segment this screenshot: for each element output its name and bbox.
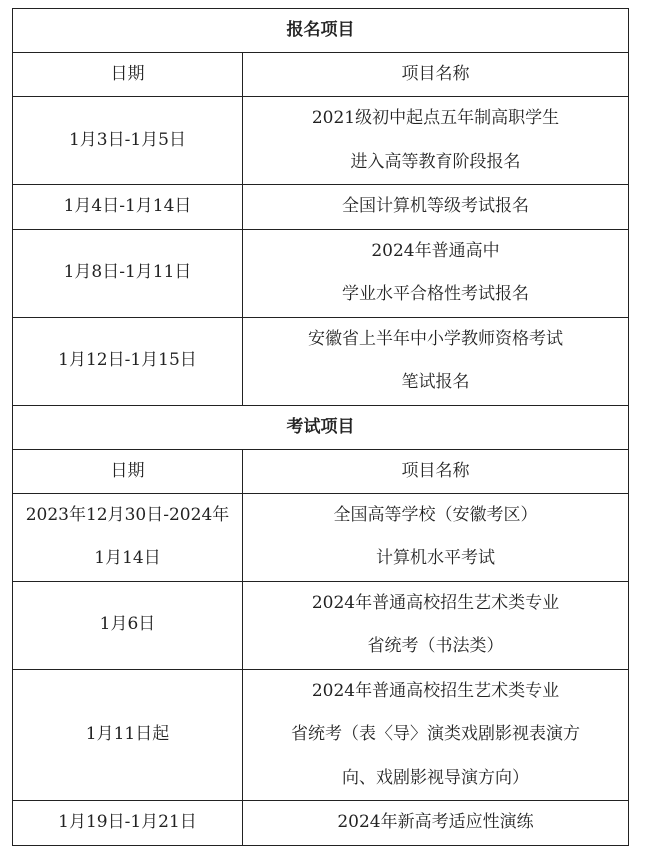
date-cell xyxy=(13,97,243,185)
item-name-cell xyxy=(243,669,629,801)
column-header-date: 日期 xyxy=(13,53,243,97)
cell-text-line: 2024年普通高中 xyxy=(371,240,500,261)
cell-text-line: 1月3日-1月5日 xyxy=(68,129,186,150)
date-cell xyxy=(13,801,243,846)
item-name-cell xyxy=(243,801,629,846)
cell-text-line: 省统考（书法类） xyxy=(367,636,504,656)
cell-text-line: 省统考（表〈导〉演类戏剧影视表演方 xyxy=(291,724,580,744)
item-name-cell xyxy=(243,229,629,317)
date-cell xyxy=(13,185,243,230)
exam-header-row xyxy=(13,449,629,493)
cell-text-line: 1月4日-1月14日 xyxy=(63,196,192,216)
item-name-cell xyxy=(243,185,629,230)
cell-text-line: 1月12日-1月15日 xyxy=(58,350,197,371)
cell-text-line: 1月6日 xyxy=(99,614,156,635)
cell-text-line: 2023年12月30日-2024年 xyxy=(25,504,230,525)
item-name-cell xyxy=(243,97,629,185)
column-header-date: 日期 xyxy=(13,449,243,493)
cell-text-line: 2024年普通高校招生艺术类专业 xyxy=(311,680,560,701)
column-header-name: 项目名称 xyxy=(243,53,629,97)
exam-section-title: 考试项目 xyxy=(13,405,629,449)
cell-text-line: 2024年普通高校招生艺术类专业 xyxy=(311,592,560,613)
exam-title-row xyxy=(13,405,629,449)
item-name-cell xyxy=(243,581,629,669)
cell-text-line: 全国计算机等级考试报名 xyxy=(342,196,529,216)
cell-text-line: 2024年新高考适应性演练 xyxy=(337,812,534,832)
table-row xyxy=(13,317,629,405)
table-row xyxy=(13,669,629,801)
date-cell xyxy=(13,493,243,581)
registration-header-row xyxy=(13,53,629,97)
item-name-cell xyxy=(243,493,629,581)
cell-text-line: 1月11日起 xyxy=(85,724,170,744)
item-name-cell xyxy=(243,317,629,405)
cell-text-line: 笔试报名 xyxy=(401,372,470,392)
registration-title-row xyxy=(13,9,629,53)
schedule-table-body xyxy=(13,9,629,846)
table-row xyxy=(13,801,629,846)
table-row xyxy=(13,493,629,581)
date-cell xyxy=(13,581,243,669)
date-cell xyxy=(13,229,243,317)
cell-text-line: 1月8日-1月11日 xyxy=(63,262,192,283)
table-row xyxy=(13,185,629,230)
cell-text-line: 向、戏剧影视导演方向） xyxy=(342,767,529,788)
cell-text-line: 1月14日 xyxy=(94,548,161,568)
column-header-name: 项目名称 xyxy=(243,449,629,493)
cell-text-line: 计算机水平考试 xyxy=(376,548,495,568)
cell-text-line: 1月19日-1月21日 xyxy=(58,812,197,832)
registration-section-title: 报名项目 xyxy=(13,9,629,53)
date-cell xyxy=(13,317,243,405)
cell-text-line: 全国高等学校（安徽考区） xyxy=(333,504,538,525)
date-cell xyxy=(13,669,243,801)
cell-text-line: 安徽省上半年中小学教师资格考试 xyxy=(308,328,563,349)
cell-text-line: 2021级初中起点五年制高职学生 xyxy=(311,108,560,128)
cell-text-line: 进入高等教育阶段报名 xyxy=(350,151,521,172)
table-row xyxy=(13,581,629,669)
table-row xyxy=(13,97,629,185)
schedule-table xyxy=(12,8,629,846)
cell-text-line: 学业水平合格性考试报名 xyxy=(342,284,529,304)
table-row xyxy=(13,229,629,317)
